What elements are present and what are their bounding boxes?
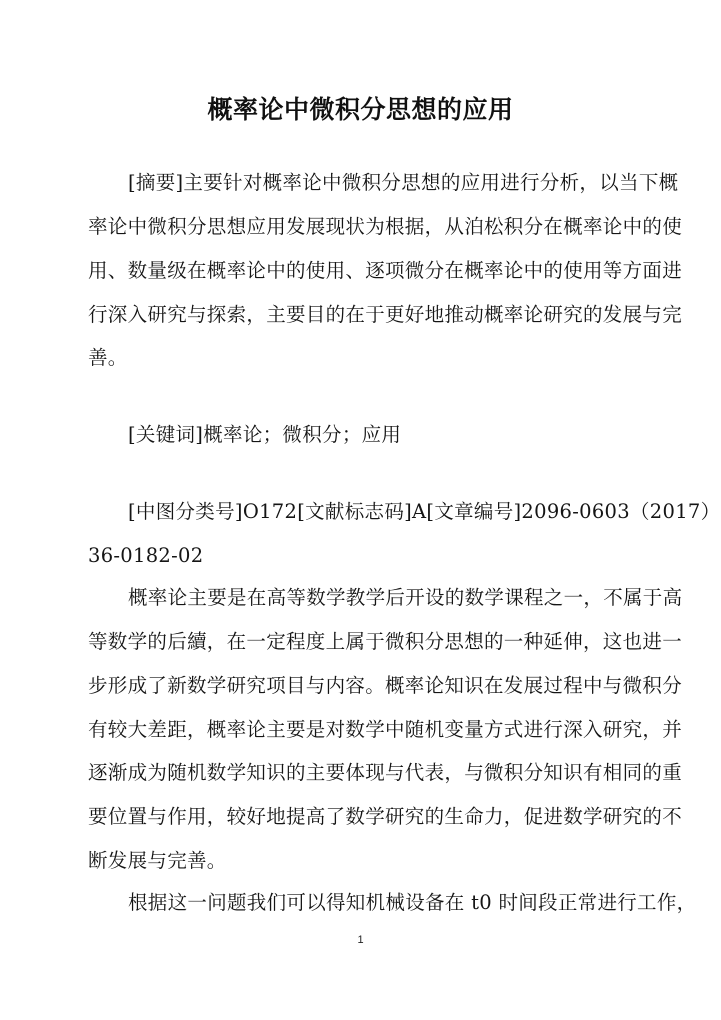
- paragraph-line: 等数学的后續，在一定程度上属于微积分思想的一种延伸，这也进一: [88, 630, 683, 653]
- paragraph-line: 概率论主要是在高等数学教学后开设的数学课程之一，不属于高: [128, 586, 683, 609]
- document-title: 概率论中微积分思想的应用: [207, 95, 514, 124]
- page-number: 1: [357, 934, 364, 946]
- paragraph-line: 要位置与作用，较好地提高了数学研究的生命力，促进数学研究的不: [88, 805, 683, 828]
- paragraph-line: 步形成了新数学研究项目与内容。概率论知识在发展过程中与微积分: [88, 674, 683, 697]
- keywords: [关键词]概率论；微积分；应用: [128, 423, 402, 446]
- paragraph-line: 断发展与完善。: [88, 849, 227, 872]
- classification-line: 36-0182-02: [88, 544, 204, 567]
- abstract-line: 率论中微积分思想应用发展现状为根据，从泊松积分在概率论中的使: [88, 215, 683, 238]
- classification-line: [中图分类号]O172[文献标志码]A[文章编号]2096-0603（2017）: [128, 500, 721, 523]
- paragraph-line: 逐渐成为随机数学知识的主要体现与代表，与微积分知识有相同的重: [88, 761, 683, 784]
- paragraph-line: 有较大差距，概率论主要是对数学中随机变量方式进行深入研究，并: [88, 718, 683, 741]
- abstract-line: 用、数量级在概率论中的使用、逐项微分在概率论中的使用等方面进: [88, 259, 683, 282]
- abstract-line: 行深入研究与探索，主要目的在于更好地推动概率论研究的发展与完: [88, 303, 683, 326]
- abstract-line: [摘要]主要针对概率论中微积分思想的应用进行分析，以当下概: [128, 171, 679, 194]
- abstract-line: 善。: [88, 346, 128, 369]
- paragraph-line: 根据这一问题我们可以得知机械设备在 t0 时间段正常进行工作，: [128, 891, 697, 914]
